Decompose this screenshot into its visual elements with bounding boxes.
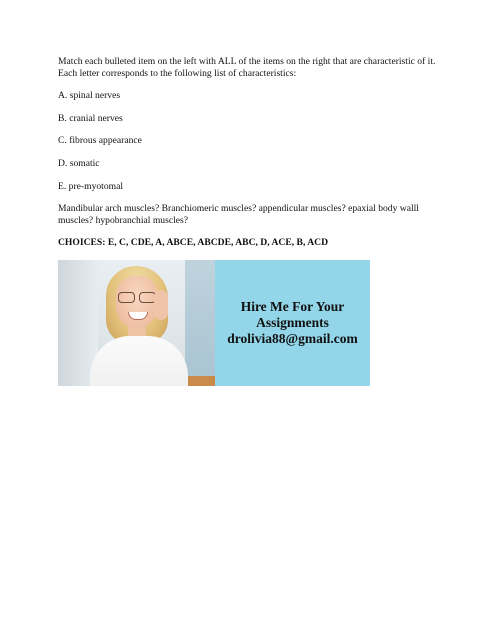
promo-text-panel[interactable]: [215, 260, 370, 386]
promo-line-1: Hire Me For Your: [240, 299, 345, 314]
characteristic-d: D. somatic: [58, 157, 100, 169]
characteristic-e: E. pre-myotomal: [58, 180, 124, 192]
question-intro: Match each bulleted item on the left with ALL of the items on the right that are characteristic of it. Each letter corresponds to the following list of characteristics:: [58, 56, 436, 79]
advertisement-banner[interactable]: [58, 260, 370, 386]
question-prompt: Mandibular arch muscles? Branchiomeric muscles? appendicular muscles? epaxial body walll muscles? hypobranchial muscles?: [58, 203, 419, 226]
blouse-shape: [90, 336, 188, 386]
choices-line: CHOICES: E, C, CDE, A, ABCE, ABCDE, ABC, D, ACE, B, ACD: [58, 237, 329, 249]
hand-shape: [154, 290, 168, 320]
promo-line-2: Assignments: [256, 315, 329, 330]
characteristic-c: C. fibrous appearance: [58, 135, 142, 147]
blue-panel-background: [185, 260, 215, 386]
shelf-background: [185, 376, 215, 386]
characteristic-a: A. spinal nerves: [58, 90, 121, 102]
glasses-icon: [118, 292, 156, 302]
characteristic-b: B. cranial nerves: [58, 112, 123, 124]
woman-photo: [58, 260, 215, 386]
promo-email[interactable]: drolivia88@gmail.com: [227, 331, 358, 346]
document-body: [58, 56, 440, 249]
